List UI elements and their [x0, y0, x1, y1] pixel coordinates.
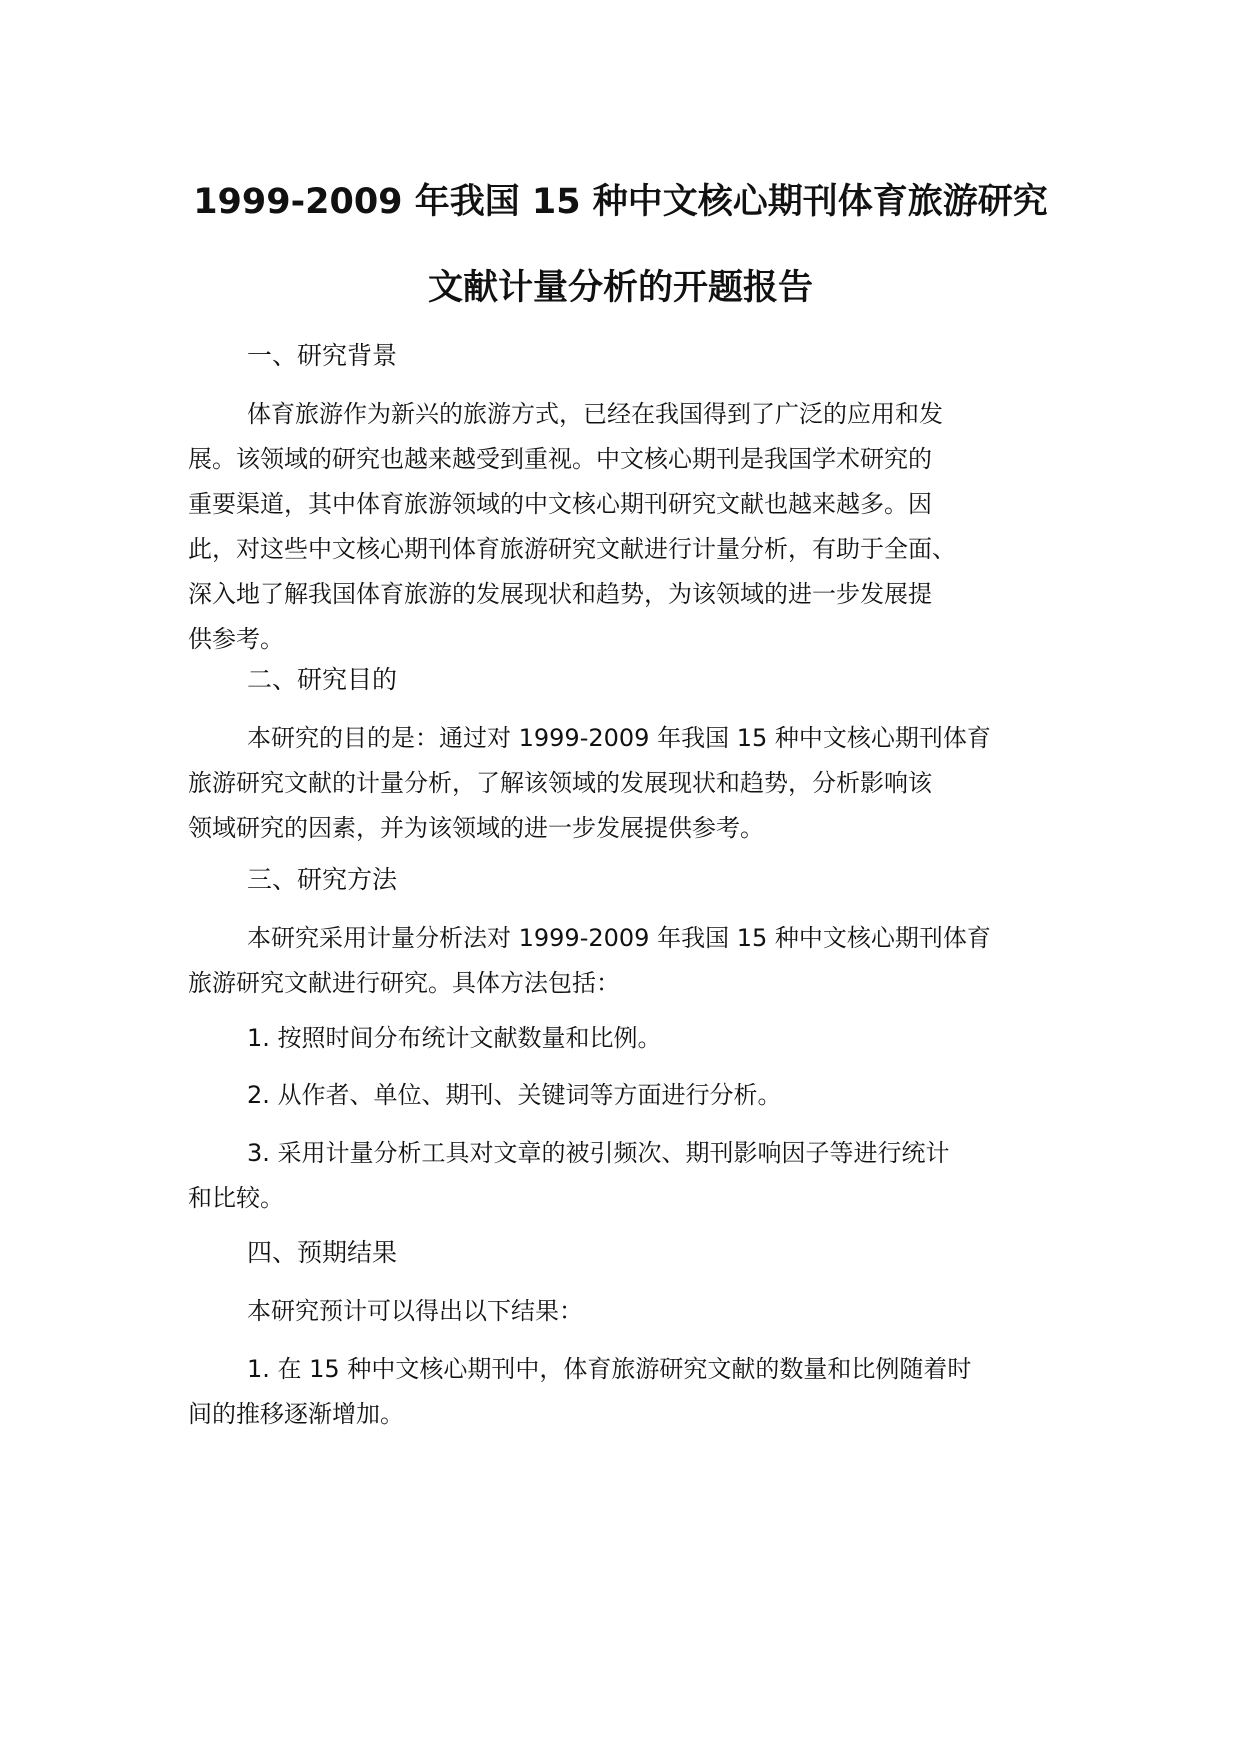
paragraph-line: 供参考。 [188, 625, 284, 653]
list-item-method-1 [188, 1016, 1068, 1061]
section-heading-background: 一、研究背景 [247, 341, 398, 370]
paragraph-line: 领域研究的因素，并为该领域的进一步发展提供参考。 [188, 814, 764, 842]
paragraph-line: 体育旅游作为新兴的旅游方式，已经在我国得到了广泛的应用和发 [247, 400, 943, 428]
section-heading-results: 四、预期结果 [247, 1238, 398, 1267]
document-title-line-2: 文献计量分析的开题报告 [427, 268, 813, 308]
section-heading-purpose: 二、研究目的 [247, 665, 398, 694]
list-item-results-1 [188, 1347, 1068, 1437]
list-item-text: 和比较。 [188, 1184, 284, 1212]
paragraph-line: 本研究预计可以得出以下结果： [247, 1297, 583, 1325]
paragraph-line: 本研究的目的是：通过对 1999-2009 年我国 15 种中文核心期刊体育 [247, 724, 991, 752]
list-item-text: 1. 在 15 种中文核心期刊中，体育旅游研究文献的数量和比例随着时 [247, 1355, 972, 1383]
list-item-method-2 [188, 1073, 1068, 1118]
paragraph-line: 旅游研究文献的计量分析，了解该领域的发展现状和趋势，分析影响该 [188, 769, 932, 797]
list-item-text: 3. 采用计量分析工具对文章的被引频次、期刊影响因子等进行统计 [247, 1139, 950, 1167]
paragraph-line: 展。该领域的研究也越来越受到重视。中文核心期刊是我国学术研究的 [188, 445, 932, 473]
paragraph-line: 旅游研究文献进行研究。具体方法包括： [188, 969, 620, 997]
paragraph-purpose [188, 716, 1068, 851]
list-item-method-3 [188, 1131, 1068, 1221]
document-title-line-1: 1999-2009 年我国 15 种中文核心期刊体育旅游研究 [193, 182, 1048, 222]
paragraph-line: 本研究采用计量分析法对 1999-2009 年我国 15 种中文核心期刊体育 [247, 924, 991, 952]
section-heading-method: 三、研究方法 [247, 865, 398, 894]
paragraph-line: 重要渠道，其中体育旅游领域的中文核心期刊研究文献也越来越多。因 [188, 490, 932, 518]
paragraph-line: 深入地了解我国体育旅游的发展现状和趋势，为该领域的进一步发展提 [188, 580, 932, 608]
paragraph-method [188, 916, 1068, 1006]
list-item-text: 2. 从作者、单位、期刊、关键词等方面进行分析。 [247, 1081, 782, 1109]
list-item-text: 间的推移逐渐增加。 [188, 1400, 404, 1428]
paragraph-background [188, 392, 1068, 662]
paragraph-line: 此，对这些中文核心期刊体育旅游研究文献进行计量分析，有助于全面、 [188, 535, 956, 563]
paragraph-results-intro [188, 1289, 1068, 1334]
list-item-text: 1. 按照时间分布统计文献数量和比例。 [247, 1024, 662, 1052]
